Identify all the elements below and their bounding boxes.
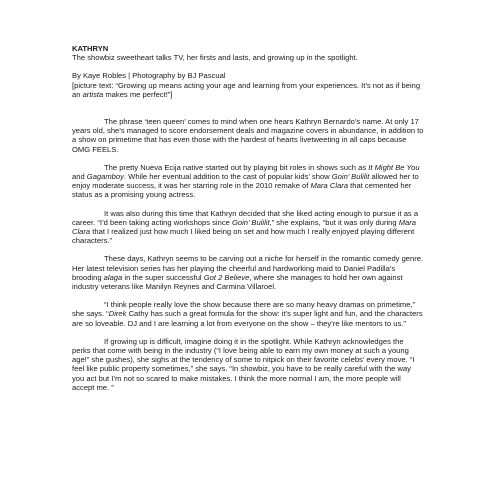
paragraph-text: , where she manages to hold her own against industry veterans like Manilyn Reynes and Carmina Villaroel. bbox=[72, 272, 403, 292]
picture-text bbox=[72, 81, 424, 99]
italic-text: Goin’ Bulilit bbox=[231, 217, 270, 227]
body-paragraph bbox=[72, 117, 424, 154]
article-byline: By Kaye Robles | Photography by BJ Pascual bbox=[72, 71, 226, 81]
paragraph-text: The phrase ‘teen queen’ comes to mind when one hears Kathryn Bernardo’s name. At only 17 years old, she’s managed to score endorsement deals and magazine covers in abundance, in addition to a show on primetime that has even those with the hardest of hearts livetweeting in all caps because OMG FEELS. bbox=[72, 117, 424, 154]
body-paragraph bbox=[72, 209, 424, 246]
paragraph-text: It was also during this time that Kathryn decided that she liked acting enough to pursue it as a career. “I’d been taking acting workshops since bbox=[72, 208, 419, 227]
paragraph-text: “I think people really love the show because there are so many heavy dramas on primetime,” she says. “ bbox=[72, 300, 416, 319]
spacer bbox=[72, 99, 424, 117]
paragraph-text: and bbox=[72, 172, 87, 182]
paragraph-text: . While her eventual addition to the cast of popular kids’ show bbox=[123, 172, 332, 182]
picture-text-start: [picture text: “Growing up means acting your age and learning from your experiences. It’s not as if being an bbox=[72, 80, 421, 99]
italic-text: Gagamboy bbox=[86, 172, 124, 182]
italic-text: Mara Clara bbox=[72, 217, 417, 237]
paragraph-text: allowed her to enjoy moderate success, it was her starring role in the 2010 remake of bbox=[72, 172, 419, 191]
body-paragraph bbox=[72, 337, 424, 392]
picture-text-emphasis: artista bbox=[82, 89, 104, 99]
paragraph-text: Cathy has such a great formula for the show: it’s super light and fun, and the characters are so loveable. DJ and I are learning a lot from everyone on the show – they’re like mentors to us.” bbox=[72, 309, 423, 328]
italic-text: alaga bbox=[103, 272, 123, 282]
paragraph-text: The pretty Nueva Ecija native started out by playing bit roles in shows such as bbox=[104, 162, 369, 172]
paragraph-text: ,” she explains, “but it was only during bbox=[269, 217, 399, 227]
spacer bbox=[72, 154, 424, 163]
paragraph-text: If growing up is difficult, imagine doing it in the spotlight. While Kathryn acknowledges the perks that come with being in the industry (“I love being able to earn my own money at such a young age!” she gushes), she sighs at the tendency of some to nitpick on their favorite celebs’ every move. “I feel like public property sometimes,” she says. “In showbiz, you have to be really careful with the way you act but I’m not so scared to make mistakes. I think the more normal I am, the more people will accept me. ” bbox=[72, 336, 415, 392]
italic-text: Goin’ Bulilit bbox=[331, 172, 370, 182]
italic-text: Mara Clara bbox=[310, 181, 349, 191]
spacer bbox=[72, 200, 424, 209]
paragraph-text: in the super successful bbox=[122, 272, 204, 282]
spacer bbox=[72, 245, 424, 254]
article-body bbox=[72, 117, 424, 392]
spacer bbox=[72, 328, 424, 337]
article-page bbox=[72, 44, 424, 392]
paragraph-text: These days, Kathryn seems to be carving out a niche for herself in the romantic comedy genre. Her latest television series has her playing the cheerful and hardworking maid to Daniel Padilla’s brooding bbox=[72, 254, 424, 282]
article-dek: The showbiz sweetheart talks TV, her firsts and lasts, and growing up in the spotlight. bbox=[72, 53, 358, 63]
body-paragraph bbox=[72, 163, 424, 200]
body-paragraph bbox=[72, 300, 424, 328]
article-title: KATHRYN bbox=[72, 44, 109, 53]
italic-text: Got 2 Believe bbox=[203, 272, 250, 282]
italic-text: Direk bbox=[108, 309, 127, 319]
spacer bbox=[72, 291, 424, 300]
paragraph-text: that cemented her status as a promising young actress. bbox=[72, 181, 412, 200]
spacer bbox=[72, 62, 424, 71]
body-paragraph bbox=[72, 254, 424, 291]
paragraph-text: that I realized just how much I liked being on set and how much I really enjoyed playing different characters.” bbox=[72, 227, 415, 246]
italic-text: It Might Be You bbox=[368, 162, 420, 172]
picture-text-end: makes me perfect!”] bbox=[103, 89, 173, 99]
